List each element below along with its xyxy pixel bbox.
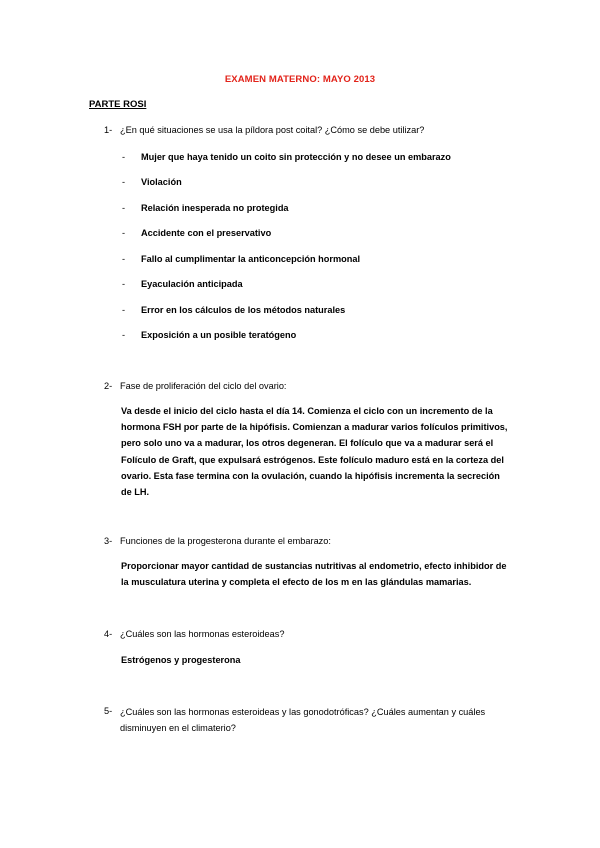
list-item-text: Exposición a un posible teratógeno: [141, 330, 297, 340]
question-1: [104, 123, 500, 137]
question-number: 3-: [104, 536, 113, 546]
list-item-text: Accidente con el preservativo: [141, 228, 272, 238]
question-text: Fase de proliferación del ciclo del ovario:: [120, 381, 287, 391]
question-number: 2-: [104, 381, 113, 391]
dash-bullet: -: [122, 228, 126, 238]
dash-bullet: -: [122, 152, 126, 162]
list-item: [122, 227, 271, 239]
dash-bullet: -: [122, 254, 126, 264]
list-item: [122, 304, 345, 316]
dash-bullet: -: [122, 305, 126, 315]
question-text: ¿Cuáles son las hormonas esteroideas?: [120, 629, 285, 639]
list-item: [122, 329, 296, 341]
document-title: EXAMEN MATERNO: MAYO 2013: [224, 74, 376, 85]
list-item: [122, 278, 243, 290]
question-text: Funciones de la progesterona durante el embarazo:: [120, 536, 331, 546]
list-item: [122, 151, 451, 163]
question-number: 4-: [104, 629, 113, 639]
question-number: 5-: [104, 706, 113, 716]
dash-bullet: -: [122, 279, 126, 289]
question-5: [104, 704, 500, 736]
question-3: [104, 534, 500, 548]
list-item-text: Error en los cálculos de los métodos naturales: [141, 305, 346, 315]
list-item-text: Relación inesperada no protegida: [141, 203, 289, 213]
list-item: [122, 253, 360, 265]
answer-4: Estrógenos y progesterona: [121, 655, 241, 665]
section-heading: PARTE ROSI: [89, 99, 147, 110]
list-item: [122, 202, 289, 214]
dash-bullet: -: [122, 203, 126, 213]
question-text: ¿En qué situaciones se usa la píldora post coital? ¿Cómo se debe utilizar?: [120, 125, 425, 135]
list-item-text: Mujer que haya tenido un coito sin protección y no desee un embarazo: [141, 152, 451, 162]
answer-3: Proporcionar mayor cantidad de sustancias nutritivas al endometrio, efecto inhibidor de la musculatura uterina y completa el efecto de los m en las glándulas mamarias.: [121, 561, 507, 588]
list-item-text: Eyaculación anticipada: [141, 279, 243, 289]
list-item: [122, 176, 182, 188]
question-text: ¿Cuáles son las hormonas esteroideas y las gonodotróficas? ¿Cuáles aumentan y cuáles disminuyen en el climaterio?: [120, 707, 486, 733]
question-number: 1-: [104, 125, 113, 135]
dash-bullet: -: [122, 177, 126, 187]
question-2: [104, 379, 500, 393]
answer-2: Va desde el inicio del ciclo hasta el día 14. Comienza el ciclo con un incremento de la hormona FSH por parte de la hipófisis. Comienzan a madurar varios folículos primitivos, pero solo uno va a madurar, los otros degeneran. El folículo que va a madurar será el Folículo de Graft, que expulsará estrógenos. Este folículo maduro está en la corteza del ovario. Esta fase termina con la ovulación, cuando la hipófisis incrementa la secreción de LH.: [121, 406, 508, 498]
question-4: [104, 627, 500, 641]
list-item-text: Violación: [141, 177, 182, 187]
list-item-text: Fallo al cumplimentar la anticoncepción hormonal: [141, 254, 361, 264]
dash-bullet: -: [122, 330, 126, 340]
